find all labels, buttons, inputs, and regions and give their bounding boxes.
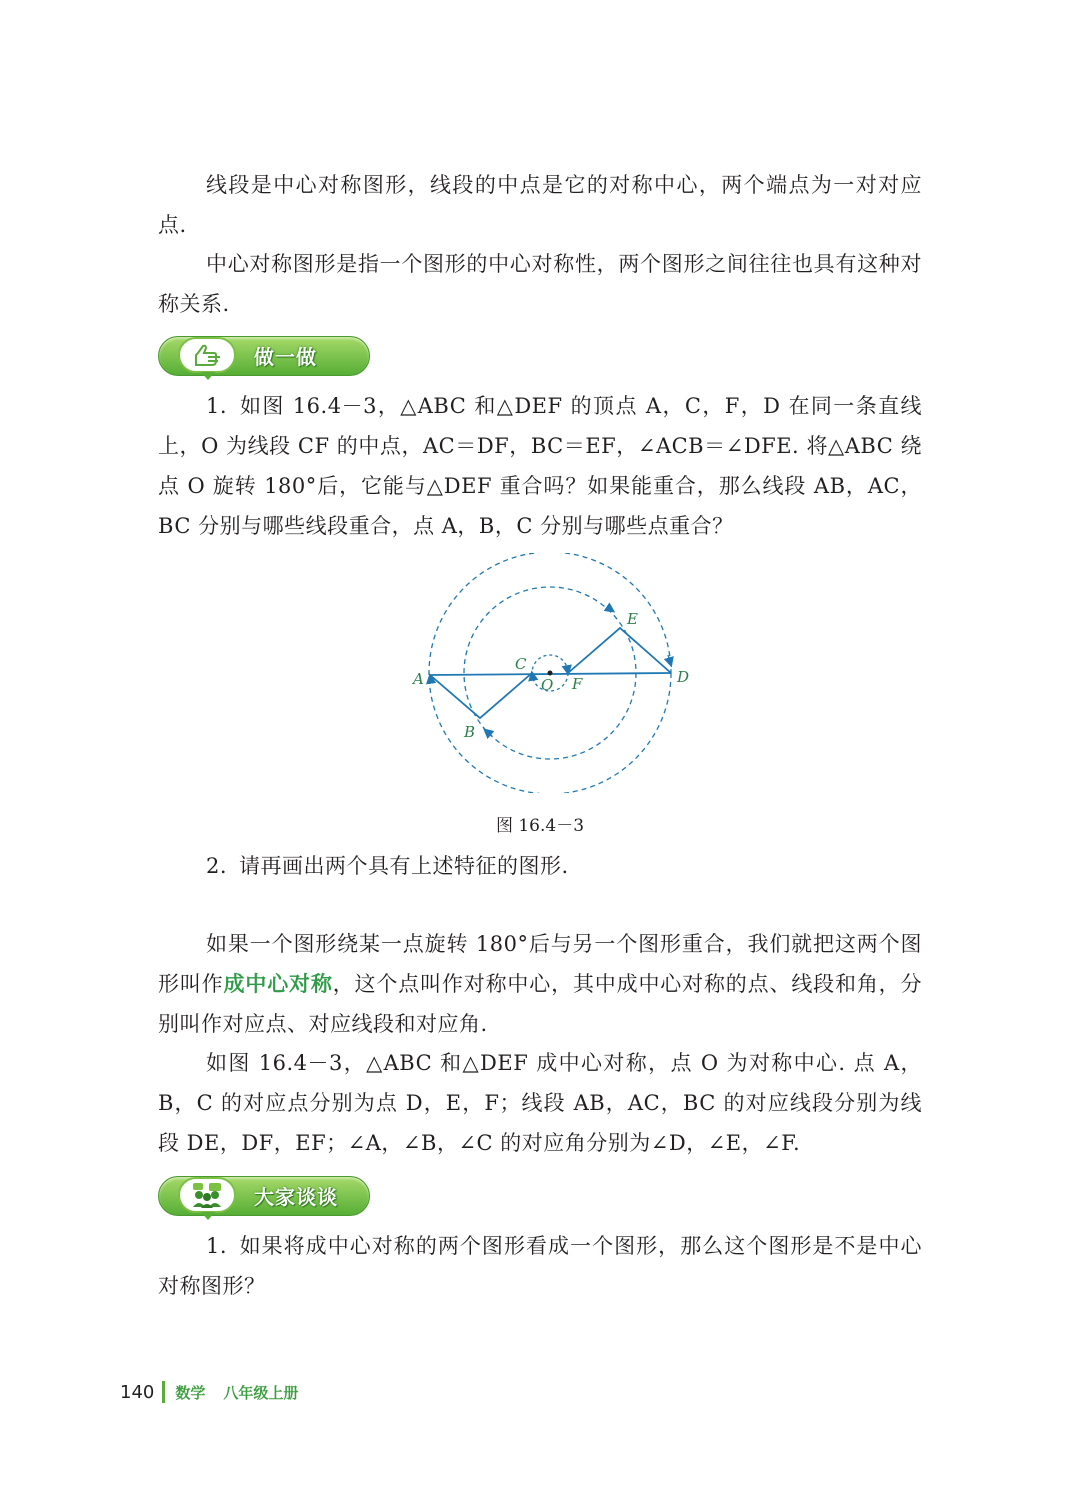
definition-paragraph (158, 924, 922, 1044)
label-O: O (541, 676, 554, 694)
label-A: A (413, 670, 424, 688)
label-B: B (464, 723, 476, 741)
page-footer (120, 1378, 298, 1406)
label-F: F (572, 675, 583, 693)
discussion-question-1 (158, 1226, 922, 1306)
question-number: 1. (206, 1234, 228, 1258)
figure-diagram (400, 553, 700, 793)
figure-caption: 图 16.4－3 (495, 816, 585, 836)
activity-banner (158, 336, 370, 376)
question-text: 如图 16.4－3，△ABC 和△DEF 的顶点 A，C，F，D 在同一条直线上，O 为线段 CF 的中点，AC＝DF，BC＝EF，∠ACB＝∠DFE. 将△ABC 绕点 O 旋转 180°后，它能与△DEF 重合吗？如果能重合，那么线段 AB，AC，BC 分别与哪些线段重合，点 A，B，C 分别与哪些点重合？ (158, 394, 922, 538)
label-D: D (677, 668, 690, 686)
page-number: 140 (120, 1381, 155, 1403)
question-text: 请再画出两个具有上述特征的图形. (239, 854, 569, 878)
question-text: 如果将成中心对称的两个图形看成一个图形，那么这个图形是不是中心对称图形？ (158, 1234, 922, 1298)
question-number: 1. (206, 394, 228, 418)
hand-pointing-icon (178, 337, 236, 373)
definition-term: 成中心对称 (223, 972, 333, 996)
center-point-O (548, 671, 553, 676)
activity-question-1 (158, 386, 922, 546)
footer-grade: 八年级上册 (223, 1383, 299, 1402)
triangle-DEF (568, 628, 671, 673)
discussion-banner-pointer (201, 1212, 215, 1220)
footer-divider (162, 1381, 165, 1403)
definition-after: ，这个点叫作对称中心，其中成中心对称的点、线段和角，分别叫作对应点、对应线段和对应角. (158, 972, 923, 1036)
footer-subject: 数学 (175, 1383, 206, 1402)
discussion-banner (158, 1176, 370, 1216)
paragraph-segment-symmetry: 线段是中心对称图形，线段的中点是它的对称中心，两个端点为一对对应点. (158, 173, 922, 237)
triangle-ABC (430, 673, 532, 718)
discussion-title: 大家谈谈 (254, 1185, 338, 1209)
activity-title: 做一做 (254, 345, 317, 369)
arrow-E (607, 607, 613, 611)
activity-question-2 (158, 846, 922, 886)
arrow-B (485, 730, 492, 736)
question-number: 2. (206, 854, 228, 878)
people-talking-icon (178, 1177, 236, 1213)
definition-before: 如果一个图形绕某一点旋转 180°后与另一个图形重合，我们就把这两个图形叫作 (158, 932, 922, 996)
label-E: E (627, 610, 638, 628)
paragraph-two-figures: 中心对称图形是指一个图形的中心对称性，两个图形之间往往也具有这种对称关系. (158, 252, 922, 316)
example-paragraph: 如图 16.4－3，△ABC 和△DEF 成中心对称，点 O 为对称中心. 点 A，B，C 的对应点分别为点 D，E，F；线段 AB，AC，BC 的对应线段分别为线段 DE，DF，EF；∠A，∠B，∠C 的对应角分别为∠D，∠E，∠F. (158, 1051, 922, 1155)
activity-banner-pointer (201, 372, 215, 380)
figure-16-4-3 (400, 553, 700, 793)
label-C: C (515, 655, 527, 673)
arrow-A (430, 676, 431, 683)
arrow-D (668, 655, 671, 665)
